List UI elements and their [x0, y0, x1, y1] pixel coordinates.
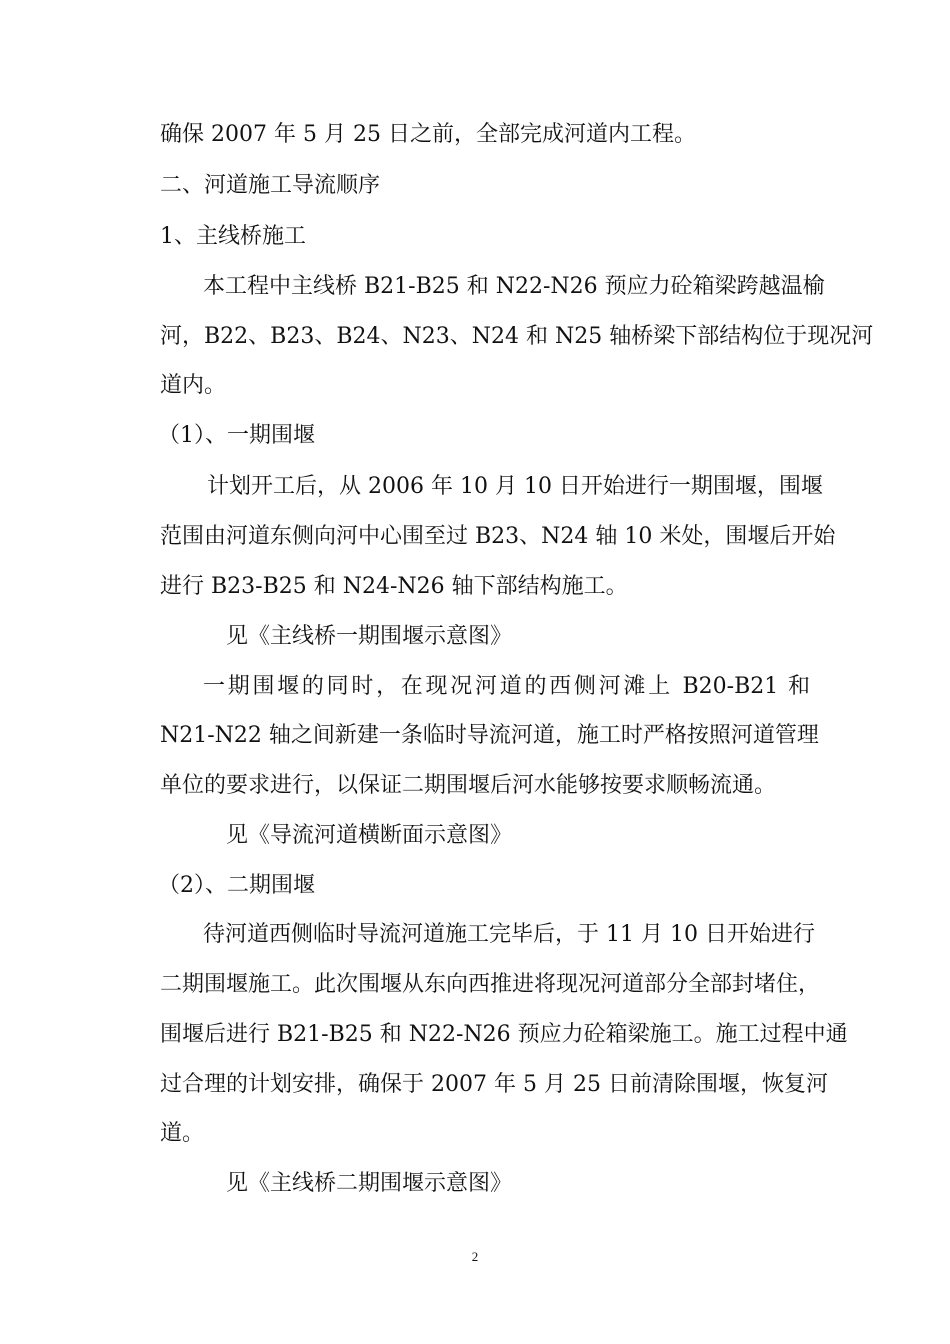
paragraph-line: 围堰后进行 B21-B25 和 N22-N26 预应力砼箱梁施工。施工过程中通: [160, 1022, 848, 1047]
text-line: 确保 2007 年 5 月 25 日之前，全部完成河道内工程。: [160, 122, 696, 147]
paragraph-line: 范围由河道东侧向河中心围至过 B23、N24 轴 10 米处，围堰后开始: [160, 524, 836, 549]
paragraph-line: 待河道西侧临时导流河道施工完毕后，于 11 月 10 日开始进行: [203, 922, 815, 947]
item-heading: （1）、一期围堰: [158, 423, 315, 448]
paragraph-line: 河，B22、B23、B24、N23、N24 和 N25 轴桥梁下部结构位于现况河: [160, 324, 874, 349]
paragraph-line: 过合理的计划安排，确保于 2007 年 5 月 25 日前清除围堰，恢复河: [160, 1072, 828, 1097]
paragraph-line: 本工程中主线桥 B21-B25 和 N22-N26 预应力砼箱梁跨越温榆: [203, 274, 825, 299]
item-heading: （2）、二期围堰: [158, 873, 315, 898]
figure-reference: 见《导流河道横断面示意图》: [226, 823, 513, 848]
paragraph-line: N21-N22 轴之间新建一条临时导流河道，施工时严格按照河道管理: [160, 723, 819, 748]
figure-reference: 见《主线桥二期围堰示意图》: [226, 1171, 513, 1196]
subsection-heading: 1、主线桥施工: [160, 224, 306, 249]
paragraph-line: 道内。: [160, 373, 227, 398]
paragraph-line: 进行 B23-B25 和 N24-N26 轴下部结构施工。: [160, 574, 628, 599]
paragraph-line: 计划开工后，从 2006 年 10 月 10 日开始进行一期围堰，围堰: [207, 474, 823, 499]
paragraph-line: 一期围堰的同时，在现况河道的西侧河滩上 B20-B21 和: [203, 674, 810, 699]
figure-reference: 见《主线桥一期围堰示意图》: [226, 624, 513, 649]
paragraph-line: 道。: [160, 1121, 205, 1146]
paragraph-line: 单位的要求进行，以保证二期围堰后河水能够按要求顺畅流通。: [160, 773, 777, 798]
section-heading: 二、河道施工导流顺序: [160, 173, 381, 198]
page-number: 2: [471, 1249, 479, 1264]
paragraph-line: 二期围堰施工。此次围堰从东向西推进将现况河道部分全部封堵住，: [160, 972, 821, 997]
